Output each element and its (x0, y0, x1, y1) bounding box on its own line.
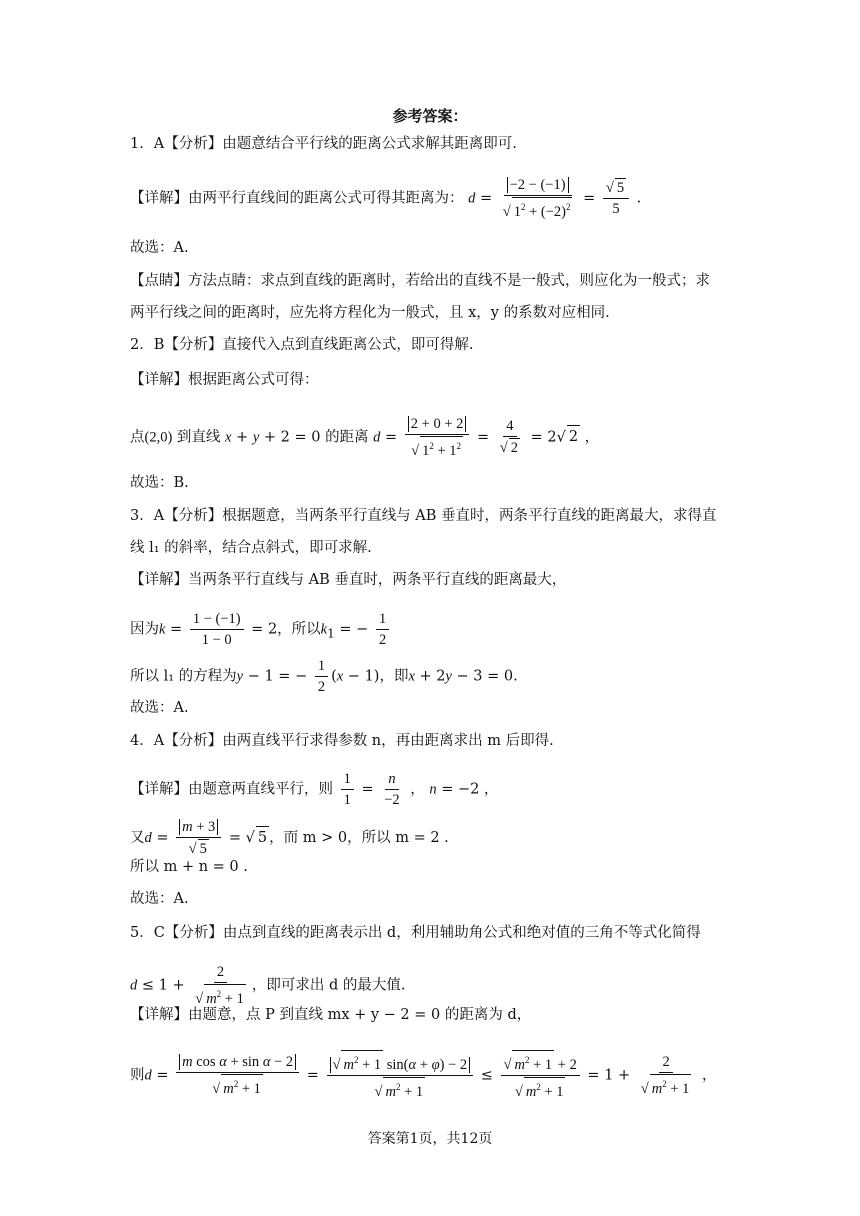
page-title: 参考答案： (392, 107, 468, 125)
q3-detail: 【详解】当两条平行直线与 AB 垂直时，两条平行直线的距离最大， (130, 572, 567, 588)
page-footer: 答案第1页，共12页 (367, 1131, 493, 1147)
q5-analysis: 5．C【分析】由点到直线的距离表示出 d，利用辅助角公式和绝对值的三角不等式化简得 (130, 925, 701, 941)
q2-formula: 点(2,0) 到直线 x + y + 2 = 0 的距离 d = $\frac{2 + 0 + 2}{√ 1^2 + 1^2}$ = $\frac{4}{√ 2}$ = 2√ 2 ， (130, 416, 600, 459)
q1-choice: 故选：A. (130, 240, 189, 256)
q4-distance: 又d = $\frac{m + 3}{√ 5}$ = √ 5 ，而 m > 0，所以 m = 2 . (130, 819, 449, 857)
q3-choice: 故选：A. (130, 700, 189, 716)
q1-detail: 【详解】由两平行直线间的距离公式可得其距离为： d = $\frac{-2 - (-1)}{√ 1^2 + (-2)^2}$ = $\frac{√ 5}{5}$ . (130, 177, 642, 220)
q3-analysis-cont: 线 l₁ 的斜率，结合点斜式，即可求解. (130, 540, 372, 556)
q4-result: 所以 m + n = 0 . (130, 859, 248, 875)
q3-slope: 因为k = $\frac{1 - (-1)}{1 - 0}$ = 2，所以$k_1$ = − $\frac{1}{2}$ (130, 610, 392, 649)
q1-remark-cont: 两平行线之间的距离时，应先将方程化为一般式，且 x，y 的系数对应相同. (130, 305, 610, 321)
q5-analysis-cont: d ≤ 1 + $\frac{2}{√ m^2 + 1}$ ，即可求出 d 的最大值. (130, 964, 406, 1007)
q2-detail: 【详解】根据距离公式可得： (130, 372, 319, 388)
q1-remark: 【点睛】方法点睛：求点到直线的距离时，若给出的直线不是一般式，则应化为一般式；求 (130, 273, 710, 289)
q2-analysis: 2．B【分析】直接代入点到直线距离公式，即可得解. (130, 337, 474, 353)
q4-choice: 故选：A. (130, 891, 189, 907)
q1-analysis: 1．A【分析】由题意结合平行线的距离公式求解其距离即可. (130, 136, 517, 152)
q4-analysis: 4．A【分析】由两直线平行求得参数 n，再由距离求出 m 后即得. (130, 733, 554, 749)
q2-choice: 故选：B. (130, 475, 189, 491)
q5-derivation: 则d = $\frac{\text{m cos α + sin α − 2}}{√ m^2 + 1}$ = $\frac{√ m^2 + 1 \sin(\alpha + \varphi) - 2}{√ m^2 + 1}$ ≤ $\frac{√ m^2 + 1 + 2}{√ m^2 + 1}$ = 1 + $\frac{2}{√ m^2 + 1}$ ， (130, 1050, 717, 1101)
q3-equation: 所以 l₁ 的方程为y − 1 = − $\frac{1}{2}$ (x − 1)，即x + 2y − 3 = 0. (130, 658, 518, 695)
q5-detail: 【详解】由题意，点 P 到直线 mx + y − 2 = 0 的距离为 d， (130, 1007, 532, 1023)
q3-analysis: 3．A【分析】根据题意，当两条平行直线与 AB 垂直时，两条平行直线的距离最大，求得直 (130, 508, 717, 524)
q4-detail: 【详解】由题意两直线平行，则 $\frac{1}{1}$ = $\frac{n}{-2}$ ， n = −2 ， (130, 771, 499, 808)
